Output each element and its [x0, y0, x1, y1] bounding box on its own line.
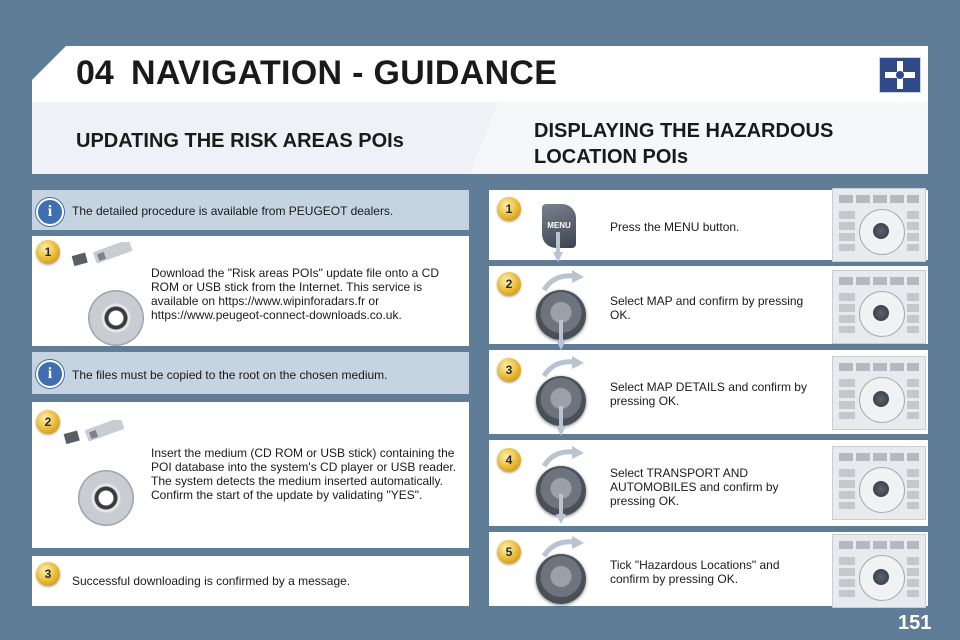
menu-button-icon: MENU: [542, 204, 576, 248]
step-transport-text: Select TRANSPORT AND AUTOMOBILES and confirm by pressing OK.: [610, 466, 779, 508]
cd-rom-icon: [88, 290, 144, 346]
rotate-arrow-icon: [540, 356, 586, 378]
chapter-number: 04: [76, 54, 114, 92]
info-files-text: The files must be copied to the root on the chosen medium.: [72, 368, 388, 382]
step-badge-3: 3: [497, 358, 521, 382]
rotate-arrow-icon: [540, 270, 586, 292]
control-panel-illustration: [832, 446, 926, 520]
control-panel-illustration: [832, 270, 926, 344]
step-map-details-text: Select MAP DETAILS and confirm by pressing OK.: [610, 380, 807, 408]
step-badge-1: 1: [36, 240, 60, 264]
step-hazardous-text: Tick "Hazardous Locations" and confirm by pressing OK.: [610, 558, 780, 586]
chapter-title: NAVIGATION - GUIDANCE: [131, 54, 558, 92]
control-panel-illustration: [832, 534, 926, 608]
step-badge-5: 5: [497, 540, 521, 564]
step2-text: Insert the medium (CD ROM or USB stick) containing the POI database into the system's CD player or USB reader. The system detects the medium inserted automatically. Confirm the start of the update by validating "YES".: [151, 446, 457, 502]
section-title-left: UPDATING THE RISK AREAS POIs: [76, 130, 404, 152]
control-panel-illustration: [832, 356, 926, 430]
press-arrow-icon: [553, 232, 563, 262]
control-panel-illustration: [832, 188, 926, 262]
press-arrow-icon: [556, 320, 566, 350]
step-badge-2: 2: [497, 272, 521, 296]
navigation-crossroads-icon: [879, 57, 921, 93]
info-dealers-text: The detailed procedure is available from PEUGEOT dealers.: [72, 204, 394, 218]
cd-rom-icon: [78, 470, 134, 526]
rotate-arrow-icon: [540, 446, 586, 468]
info-icon: i: [36, 360, 64, 388]
page-number: 151: [898, 612, 932, 634]
step-badge-3: 3: [36, 562, 60, 586]
step-badge-4: 4: [497, 448, 521, 472]
step-map-text: Select MAP and confirm by pressing OK.: [610, 294, 804, 322]
press-arrow-icon: [556, 406, 566, 436]
step-menu-text: Press the MENU button.: [610, 220, 740, 234]
step-badge-2: 2: [36, 410, 60, 434]
press-arrow-icon: [556, 494, 566, 524]
step1-text: Download the "Risk areas POIs" update file onto a CD ROM or USB stick from the Internet. This service is available on https://www.wipinforadars.fr or https://www.peugeot-connect-downloads.co.uk.: [151, 266, 439, 322]
info-icon: i: [36, 198, 64, 226]
step-badge-1: 1: [497, 197, 521, 221]
step3-text: Successful downloading is confirmed by a message.: [72, 574, 351, 588]
ok-dial-icon: [536, 554, 586, 604]
usb-stick-icon: [68, 242, 140, 268]
usb-stick-icon: [60, 420, 132, 446]
section-title-right: DISPLAYING THE HAZARDOUS LOCATION POIs: [534, 120, 834, 168]
